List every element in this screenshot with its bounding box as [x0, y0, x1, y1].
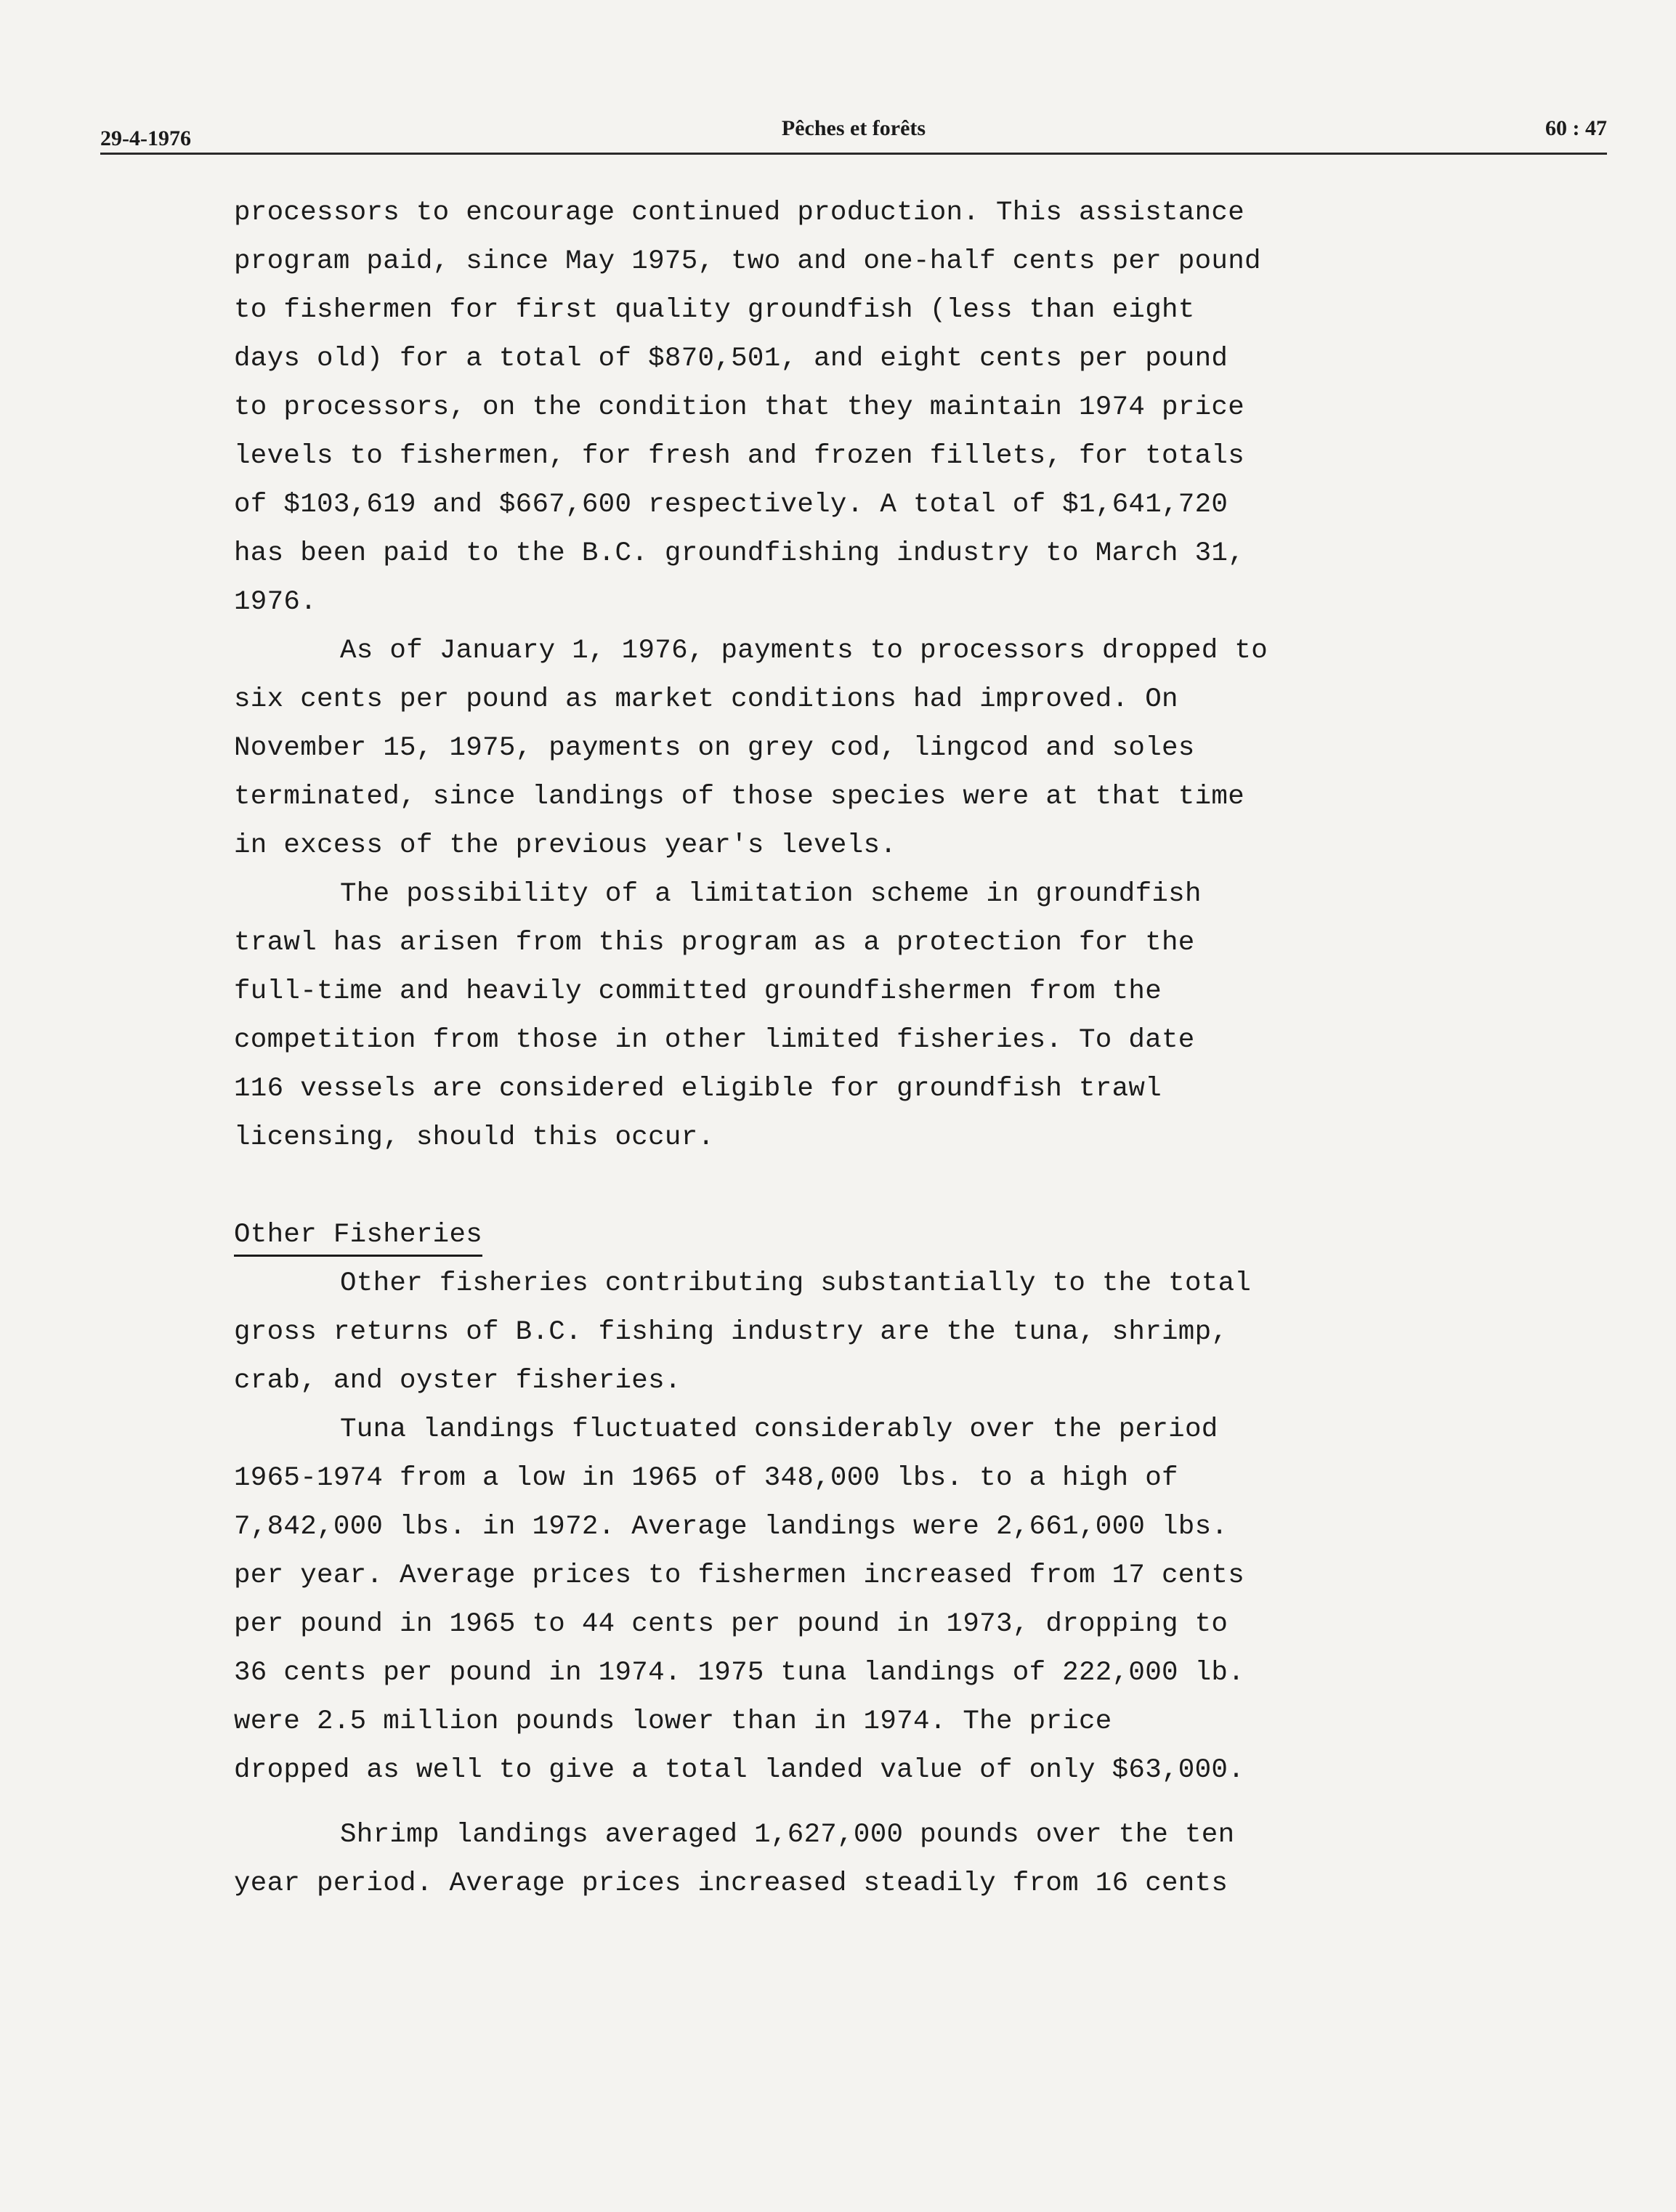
text-line: November 15, 1975, payments on grey cod, lingcod and soles	[234, 733, 1195, 763]
paragraph-processor-payments	[234, 627, 1469, 870]
text-line: gross returns of B.C. fishing industry are the tuna, shrimp,	[234, 1317, 1228, 1348]
section-heading-text: Other Fisheries	[234, 1215, 482, 1257]
paragraph-assistance-program	[234, 189, 1469, 627]
text-line: full-time and heavily committed groundfishermen from the	[234, 976, 1162, 1007]
header-page-number: 60 : 47	[1545, 116, 1607, 140]
section-heading	[234, 1211, 1469, 1260]
page-header	[100, 109, 1607, 155]
text-line: of $103,619 and $667,600 respectively. A total of $1,641,720	[234, 490, 1228, 520]
text-line: year period. Average prices increased steadily from 16 cents	[234, 1868, 1228, 1899]
text-line: dropped as well to give a total landed value of only $63,000.	[234, 1755, 1245, 1786]
body-text	[234, 189, 1469, 1908]
text-line: Tuna landings fluctuated considerably over the period	[340, 1414, 1218, 1445]
spacer	[234, 1795, 1469, 1811]
text-line: levels to fishermen, for fresh and frozen fillets, for totals	[234, 441, 1245, 471]
text-line: terminated, since landings of those species were at that time	[234, 782, 1245, 812]
text-line: crab, and oyster fisheries.	[234, 1366, 681, 1396]
text-line: processors to encourage continued production. This assistance	[234, 198, 1245, 228]
spacer	[234, 1162, 1469, 1211]
paragraph-limitation-scheme	[234, 870, 1469, 1162]
text-line: six cents per pound as market conditions had improved. On	[234, 684, 1178, 715]
header-date: 29-4-1976	[100, 126, 191, 150]
text-line: days old) for a total of $870,501, and eight cents per pound	[234, 344, 1228, 374]
text-line: Shrimp landings averaged 1,627,000 pounds over the ten	[340, 1820, 1235, 1850]
text-line: program paid, since May 1975, two and one-half cents per pound	[234, 246, 1261, 277]
text-line: 36 cents per pound in 1974. 1975 tuna landings of 222,000 lb.	[234, 1658, 1245, 1688]
text-line: competition from those in other limited fisheries. To date	[234, 1025, 1195, 1056]
text-line: per year. Average prices to fishermen increased from 17 cents	[234, 1560, 1245, 1591]
text-line: in excess of the previous year's levels.	[234, 830, 897, 861]
text-line: has been paid to the B.C. groundfishing industry to March 31,	[234, 538, 1245, 569]
text-line: were 2.5 million pounds lower than in 1974. The price	[234, 1706, 1112, 1737]
text-line: 1965-1974 from a low in 1965 of 348,000 lbs. to a high of	[234, 1463, 1178, 1494]
text-line: Other fisheries contributing substantially to the total	[340, 1268, 1252, 1299]
text-line: to fishermen for first quality groundfish (less than eight	[234, 295, 1195, 325]
text-line: trawl has arisen from this program as a protection for the	[234, 928, 1195, 958]
text-line: As of January 1, 1976, payments to processors dropped to	[340, 636, 1268, 666]
text-line: 116 vessels are considered eligible for groundfish trawl	[234, 1074, 1162, 1104]
header-section-title: Pêches et forêts	[781, 116, 926, 140]
text-line: to processors, on the condition that they maintain 1974 price	[234, 392, 1245, 423]
paragraph-shrimp-landings	[234, 1811, 1469, 1908]
paragraph-other-fisheries	[234, 1260, 1469, 1406]
paragraph-tuna-landings	[234, 1406, 1469, 1795]
text-line: licensing, should this occur.	[234, 1122, 715, 1153]
text-line: The possibility of a limitation scheme in groundfish	[340, 879, 1202, 909]
text-line: 1976.	[234, 587, 317, 617]
text-line: per pound in 1965 to 44 cents per pound in 1973, dropping to	[234, 1609, 1228, 1640]
text-line: 7,842,000 lbs. in 1972. Average landings were 2,661,000 lbs.	[234, 1512, 1228, 1542]
